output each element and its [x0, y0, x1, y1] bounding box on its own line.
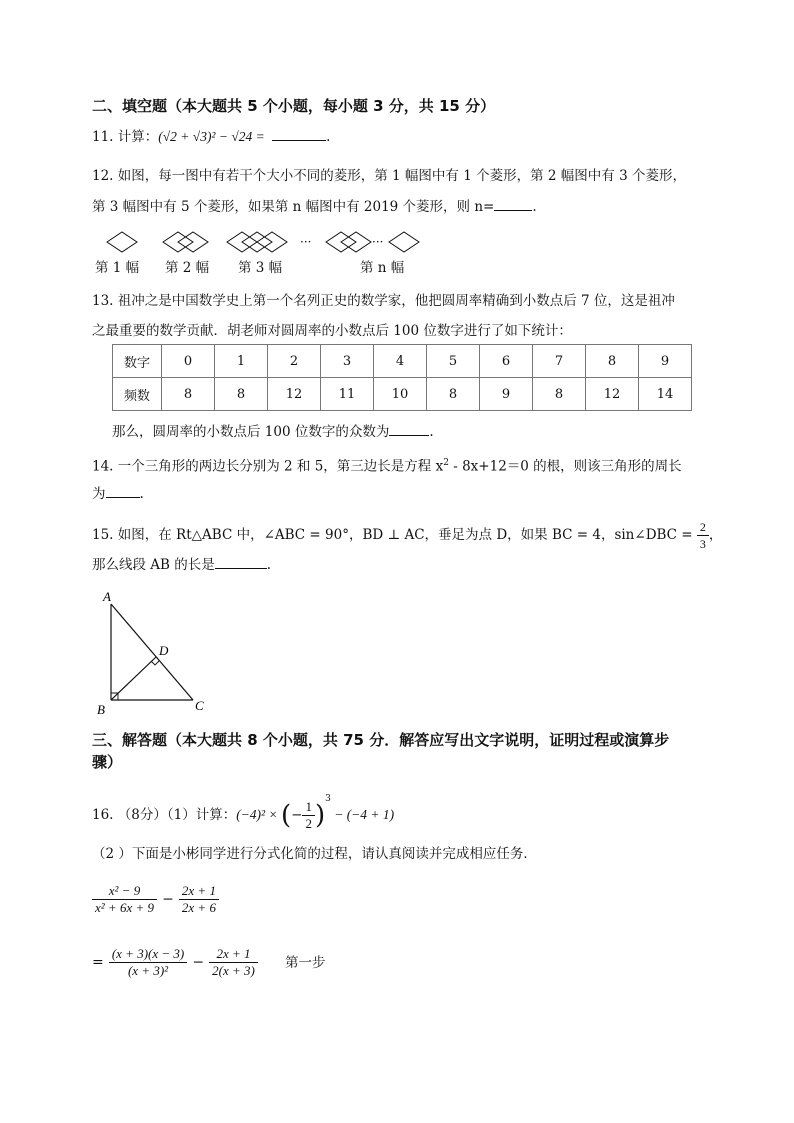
question-13-line2: 之最重要的数学贡献．胡老师对圆周率的小数点后 100 位数字进行了如下统计： — [92, 323, 572, 339]
table-header-digit: 数字 — [113, 345, 162, 378]
frac2-num: 2x + 1 — [179, 883, 219, 900]
table-header-count: 频数 — [113, 378, 162, 411]
table-cell: 10 — [374, 378, 427, 411]
expression-line-1 — [92, 883, 219, 916]
table-cell: 9 — [639, 345, 692, 378]
q16-frac-num: 1 — [302, 799, 315, 816]
fraction-4 — [209, 946, 258, 979]
q14-text-a: 14. 一个三角形的两边长分别为 2 和 5，第三边长是方程 x — [92, 458, 444, 475]
frac4-num: 2x + 1 — [209, 946, 258, 963]
label-d: D — [159, 643, 169, 658]
q14-line2-text: 为 — [92, 486, 106, 502]
equals-sign: = — [92, 954, 104, 971]
caption-fig2: 第 2 幅 — [165, 260, 210, 276]
triangle-figure — [95, 588, 225, 718]
question-15-line2 — [92, 556, 271, 574]
q13-line3-text: 那么，圆周率的小数点后 100 位数字的众数为 — [112, 424, 390, 440]
fraction-2 — [179, 883, 219, 916]
q11-answer-blank — [272, 140, 326, 141]
q12-line2-text: 第 3 幅图中有 5 个菱形，如果第 n 幅图中有 2019 个菱形，则 n= — [92, 199, 495, 215]
table-cell: 8 — [427, 378, 480, 411]
rhombus-fign-c — [389, 232, 419, 252]
q15-line2-text: 那么线段 AB 的长是 — [92, 557, 215, 573]
q15-text-a: 15. 如图，在 Rt△ABC 中，∠ABC = 90°，BD ⊥ AC，垂足为点 D，如果 BC = 4，sin∠DBC = — [92, 527, 697, 543]
q16-prefix: 16. （8分）（1）计算： — [92, 807, 237, 823]
frac1-num: x² − 9 — [92, 883, 157, 900]
question-13-line1: 13. 祖冲之是中国数学史上第一个名列正史的数学家，他把圆周率精确到小数点后 7 位，这是祖冲 — [92, 293, 675, 309]
q16-expr-a: (−4)² × — [236, 807, 281, 822]
q14-text-b: - 8x+12＝0 的根，则该三角形的周长 — [448, 458, 682, 475]
q15-fraction — [697, 519, 709, 552]
table-cell: 8 — [533, 378, 586, 411]
label-c: C — [195, 698, 204, 713]
table-row-counts — [113, 378, 692, 411]
paren-left: ( — [280, 800, 292, 831]
ellipsis-2: ··· — [372, 235, 384, 249]
q12-end: . — [532, 199, 537, 215]
section-heading-3-line2: 骤） — [92, 753, 123, 771]
q11-end: . — [326, 129, 331, 145]
table-cell: 6 — [480, 345, 533, 378]
table-cell: 7 — [533, 345, 586, 378]
question-14-line1 — [92, 454, 682, 476]
table-cell: 1 — [215, 345, 268, 378]
q14-superscript: 2 — [443, 458, 449, 468]
q15-frac-den: 3 — [699, 537, 706, 551]
q16-fraction — [302, 799, 315, 832]
table-row-digits — [113, 345, 692, 378]
q16-frac-den: 2 — [305, 816, 312, 831]
section-heading: 二、填空题（本大题共 5 个小题，每小题 3 分，共 15 分） — [92, 97, 496, 115]
rhombus-fig1 — [107, 232, 137, 252]
q14-answer-blank — [106, 497, 140, 498]
side-ac — [111, 604, 193, 700]
caption-fign: 第 n 幅 — [360, 260, 405, 276]
q16-cube: 3 — [325, 794, 331, 804]
q11-expression: (√2 + √3)² − √24 = — [158, 129, 269, 144]
table-cell: 4 — [374, 345, 427, 378]
table-cell: 8 — [162, 378, 215, 411]
minus-sign-2: − — [192, 954, 205, 971]
frac3-den: (x + 3)² — [127, 963, 169, 978]
question-16-part1 — [92, 790, 395, 831]
q15-text-b: ， — [708, 527, 723, 543]
q13-answer-blank — [389, 435, 429, 436]
table-cell: 0 — [162, 345, 215, 378]
q14-end: . — [139, 486, 144, 502]
fraction-3 — [109, 946, 187, 979]
table-cell: 5 — [427, 345, 480, 378]
q15-answer-blank — [215, 568, 267, 569]
caption-fig3: 第 3 幅 — [238, 260, 283, 276]
q16-expr-b: − (−4 + 1) — [330, 807, 395, 822]
question-13-line3 — [112, 423, 434, 441]
question-15-line1 — [92, 519, 722, 552]
table-cell: 3 — [321, 345, 374, 378]
q11-prefix: 11. 计算： — [92, 129, 159, 145]
frac2-den: 2x + 6 — [181, 900, 216, 915]
expression-line-2 — [92, 946, 325, 979]
question-12-line2 — [92, 198, 537, 216]
question-14-line2 — [92, 485, 144, 503]
minus-sign-1: − — [162, 891, 174, 908]
table-cell: 9 — [480, 378, 533, 411]
q15-frac-num: 2 — [697, 519, 709, 536]
frac4-den: 2(x + 3) — [212, 963, 255, 978]
fraction-1 — [92, 883, 157, 916]
table-cell: 2 — [268, 345, 321, 378]
q13-end: . — [429, 424, 434, 440]
digit-frequency-table — [112, 344, 692, 411]
caption-fig1: 第 1 幅 — [95, 260, 140, 276]
q15-end: . — [266, 557, 272, 573]
step-label-1: 第一步 — [284, 954, 326, 971]
ellipsis-1: ··· — [300, 235, 312, 249]
label-a: A — [103, 589, 111, 604]
q16-minus: − — [291, 807, 303, 823]
table-cell: 8 — [586, 345, 639, 378]
frac3-num: (x + 3)(x − 3) — [109, 946, 187, 963]
paren-right: ) — [314, 800, 326, 831]
right-angle-d — [151, 661, 159, 665]
table-cell: 14 — [639, 378, 692, 411]
table-cell: 8 — [215, 378, 268, 411]
question-16-part2: （2 ）下面是小彬同学进行分式化简的过程，请认真阅读并完成相应任务． — [92, 846, 537, 862]
frac1-den: x² + 6x + 9 — [95, 900, 154, 915]
q12-answer-blank — [494, 210, 532, 211]
label-b: B — [97, 702, 105, 717]
question-12-line1: 12. 如图，每一图中有若干个大小不同的菱形，第 1 幅图中有 1 个菱形，第 2 幅图中有 3 个菱形， — [92, 168, 686, 184]
table-cell: 12 — [586, 378, 639, 411]
table-cell: 11 — [321, 378, 374, 411]
section-heading-3-line1: 三、解答题（本大题共 8 个小题，共 75 分．解答应写出文字说明，证明过程或演算步 — [92, 731, 670, 749]
table-cell: 12 — [268, 378, 321, 411]
question-11 — [92, 128, 330, 146]
